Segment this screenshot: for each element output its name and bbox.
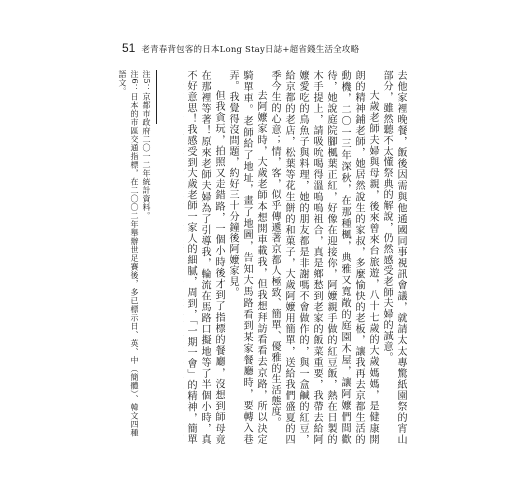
footnote: 注5：京都市政府二〇一二年統計資料。 [142, 70, 151, 221]
running-header [122, 41, 359, 55]
page-number: 51 [122, 41, 136, 55]
paragraph: 去他家裡晚餐，飯後因需與他通國同事視訊會議，就請太太專驚紙園祭的宵山部分，雖然聽不太懂祭典的解說，仍然感受老師夫婦的誠意。 [381, 70, 406, 445]
footnotes [118, 70, 152, 445]
paragraph: 去阿嬤家時，大歲老師本想開車載我，但我想拜訪看看去京路，所以決定騎單車。老師給了地址，畫了地圖，告知大馬路看到某家餐廳時，要轉入巷弄。我覺得沒問題，約好三十分鐘後阿嬤家見。 [227, 70, 266, 445]
paragraph: 大歲老師夫婦與母親，後來曾來台旅遊，八十七歲的大歲媽媽，是健康開朗的精神鋪老師，她居然說生的家叔，多麼愉快的老板，讓我再去京都生活的動機，二〇一三年深秋，在那種楓，典雅又寬敞的庭園木屋，讓阿嬤們間歡待，她說庭院腳楓葉正紅，好像在迎接你，阿嬤親手做的紅豆飯，熱在日製的木手提上，請吸吮喝得溫嗚嗚祖合，真是鄉愁到老家的飯菜重要，我帶去給阿嬤愛吃的鳥魚子與料理，她的朋友都是非謝嗎不會做作的，與一盒鹹的紅豆，給京都的老店，松葉等花生餅的和菓子，大歲阿嬤用簡單，送給我們盛夏的四季今生的心意；情，客，似乎傳遞著京都人極致、簡單、優雅的生活態度。 [269, 70, 378, 445]
footnote-divider [156, 70, 157, 124]
main-text [183, 70, 407, 445]
book-title: 老青春背包客的日本Long Stay日誌+超省錢生活全攻略 [141, 45, 360, 55]
paragraph: 但我貪玩，拍照又走錯路，一個小時後才到了指標的餐廳，沒想到師母竟在那裡等著！原來老師夫婦為了引導我，輪流在馬路口擬地等了半個小時，真不好意思！我感受到大歲老師一家人的細膩，周到，「一期一會」的精神，簡單 [185, 70, 224, 445]
footnote: 注6：日本的市區交通指標，在二〇〇二年舉辦世足賽後，多已標示日、英、中（簡體）、韓文四種語文。 [118, 70, 139, 438]
